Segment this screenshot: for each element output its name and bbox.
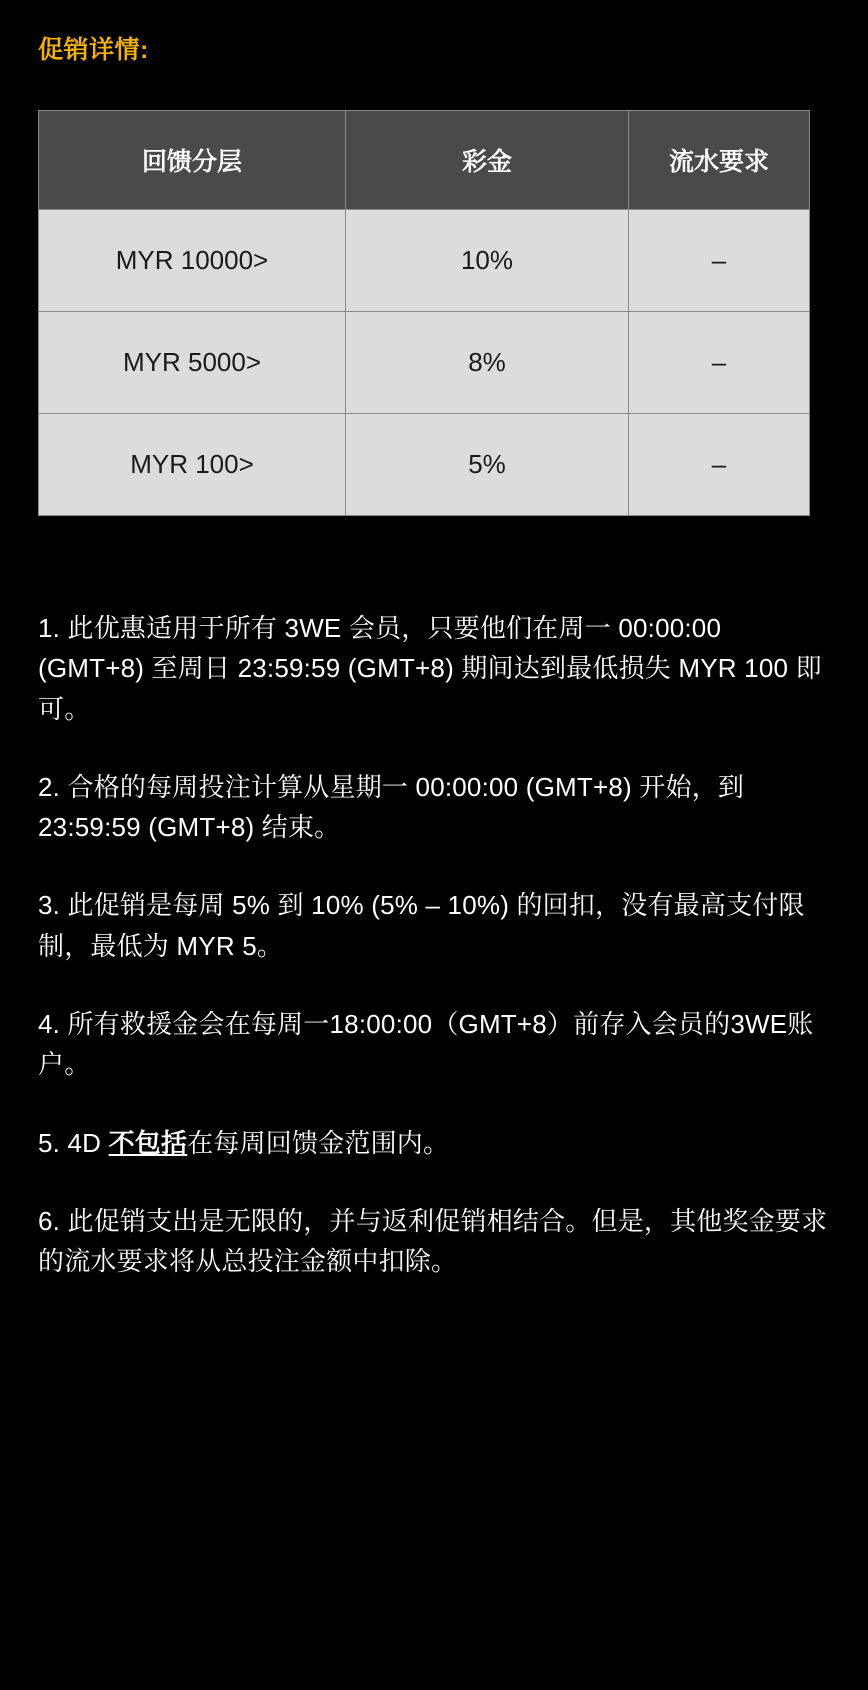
cell-bonus: 10% <box>346 210 629 312</box>
cell-tier: MYR 10000> <box>39 210 346 312</box>
cell-bonus: 8% <box>346 312 629 414</box>
cell-rollover: – <box>629 414 810 516</box>
table-header-row <box>39 111 810 210</box>
term-item-1: 1. 此优惠适用于所有 3WE 会员，只要他们在周一 00:00:00 (GMT+8) 至周日 23:59:59 (GMT+8) 期间达到最低损失 MYR 100 即可。 <box>38 613 822 724</box>
term-5-suffix: 在每周回馈金范围内。 <box>187 1127 450 1158</box>
column-header-tier: 回馈分层 <box>39 111 346 210</box>
term-item-3: 3. 此促销是每周 5% 到 10% (5% – 10%) 的回扣，没有最高支付限制，最低为 MYR 5。 <box>38 890 805 961</box>
term-5-prefix: 5. 4D <box>38 1127 109 1158</box>
cell-tier: MYR 5000> <box>39 312 346 414</box>
term-item-5 <box>38 1123 830 1163</box>
column-header-rollover: 流水要求 <box>629 111 810 210</box>
term-item-6: 6. 此促销支出是无限的，并与返利促销相结合。但是，其他奖金要求的流水要求将从总投注金额中扣除。 <box>38 1205 828 1277</box>
term-5-emphasis: 不包括 <box>108 1127 188 1158</box>
tier-table-container <box>38 110 830 516</box>
page-title: 促销详情: <box>38 36 149 64</box>
terms-and-conditions-list <box>38 608 830 1282</box>
term-item-2: 2. 合格的每周投注计算从星期一 00:00:00 (GMT+8) 开始，到 23:59:59 (GMT+8) 结束。 <box>38 771 745 843</box>
column-header-bonus: 彩金 <box>346 111 629 210</box>
cell-bonus: 5% <box>346 414 629 516</box>
table-row <box>39 414 810 516</box>
cell-tier: MYR 100> <box>39 414 346 516</box>
cell-rollover: – <box>629 312 810 414</box>
term-item-4: 4. 所有救援金会在每周一18:00:00（GMT+8）前存入会员的3WE账户。 <box>38 1009 814 1080</box>
table-row <box>39 312 810 414</box>
rebate-tier-table <box>38 110 810 516</box>
cell-rollover: – <box>629 210 810 312</box>
table-row <box>39 210 810 312</box>
